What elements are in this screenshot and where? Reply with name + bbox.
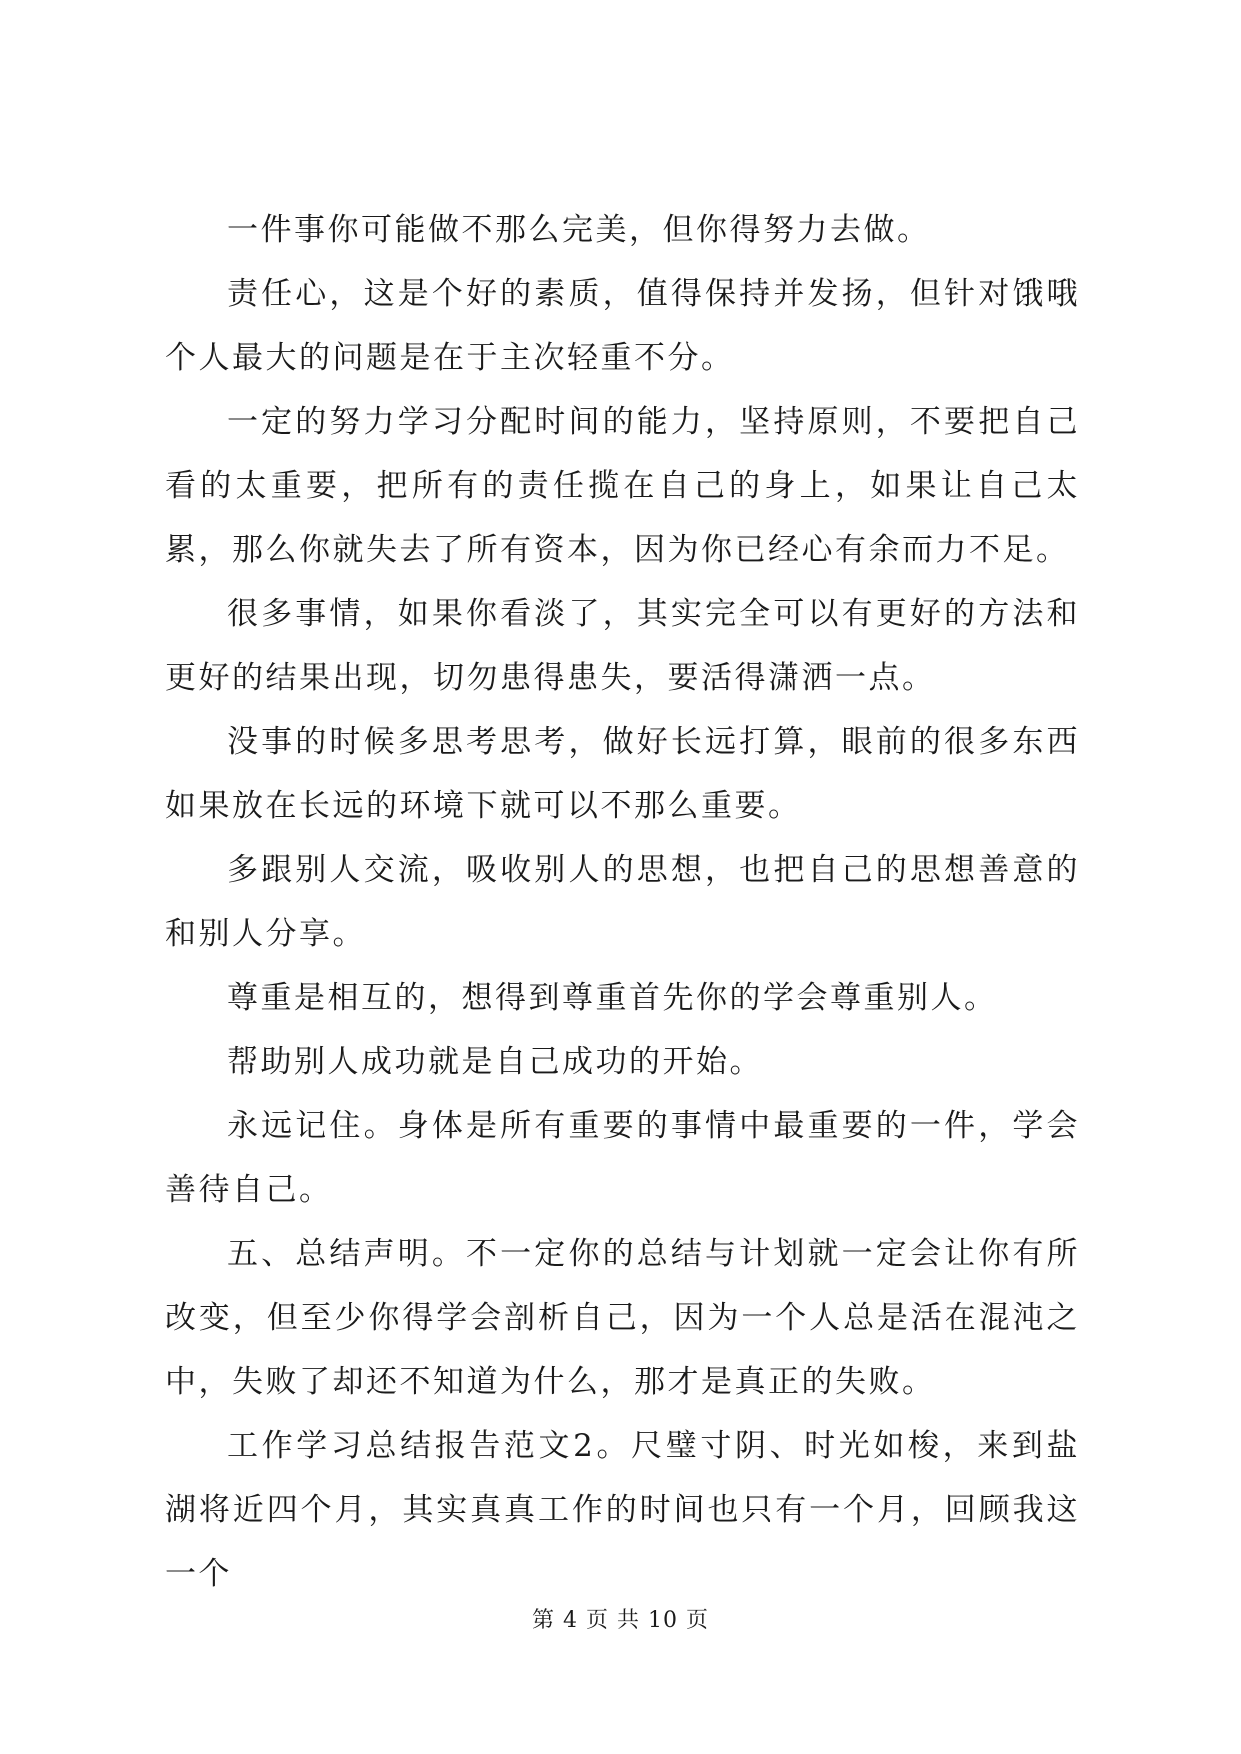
paragraph-7: 尊重是相互的，想得到尊重首先你的学会尊重别人。 bbox=[227, 980, 998, 1016]
paragraph-10: 五、总结声明。不一定你的总结与计划就一定会让你有所改变，但至少你得学会剖析自己，因为一个人总是活在混沌之中，失败了却还不知道为什么，那才是真正的失败。 bbox=[165, 1236, 1080, 1400]
paragraph-2: 责任心，这是个好的素质，值得保持并发扬，但针对饿哦个人最大的问题是在于主次轻重不分。 bbox=[165, 276, 1080, 376]
paragraph-6: 多跟别人交流，吸收别人的思想，也把自己的思想善意的和别人分享。 bbox=[165, 852, 1080, 952]
page-footer: 第 4 页 共 10 页 bbox=[532, 1608, 709, 1633]
paragraph-5: 没事的时候多思考思考，做好长远打算，眼前的很多东西如果放在长远的环境下就可以不那么重要。 bbox=[165, 724, 1080, 824]
paragraph-1: 一件事你可能做不那么完美，但你得努力去做。 bbox=[227, 212, 931, 248]
paragraph-3: 一定的努力学习分配时间的能力，坚持原则，不要把自己看的太重要，把所有的责任揽在自己的身上，如果让自己太累，那么你就失去了所有资本，因为你已经心有余而力不足。 bbox=[165, 404, 1080, 568]
paragraph-9: 永远记住。身体是所有重要的事情中最重要的一件，学会善待自己。 bbox=[165, 1108, 1080, 1208]
paragraph-4: 很多事情，如果你看淡了，其实完全可以有更好的方法和更好的结果出现，切勿患得患失，要活得潇洒一点。 bbox=[165, 596, 1080, 696]
paragraph-8: 帮助别人成功就是自己成功的开始。 bbox=[227, 1044, 763, 1080]
paragraph-11: 工作学习总结报告范文2。尺璧寸阴、时光如梭，来到盐湖将近四个月，其实真真工作的时间也只有一个月，回顾我这一个 bbox=[165, 1428, 1080, 1592]
body-text bbox=[165, 198, 1080, 1606]
